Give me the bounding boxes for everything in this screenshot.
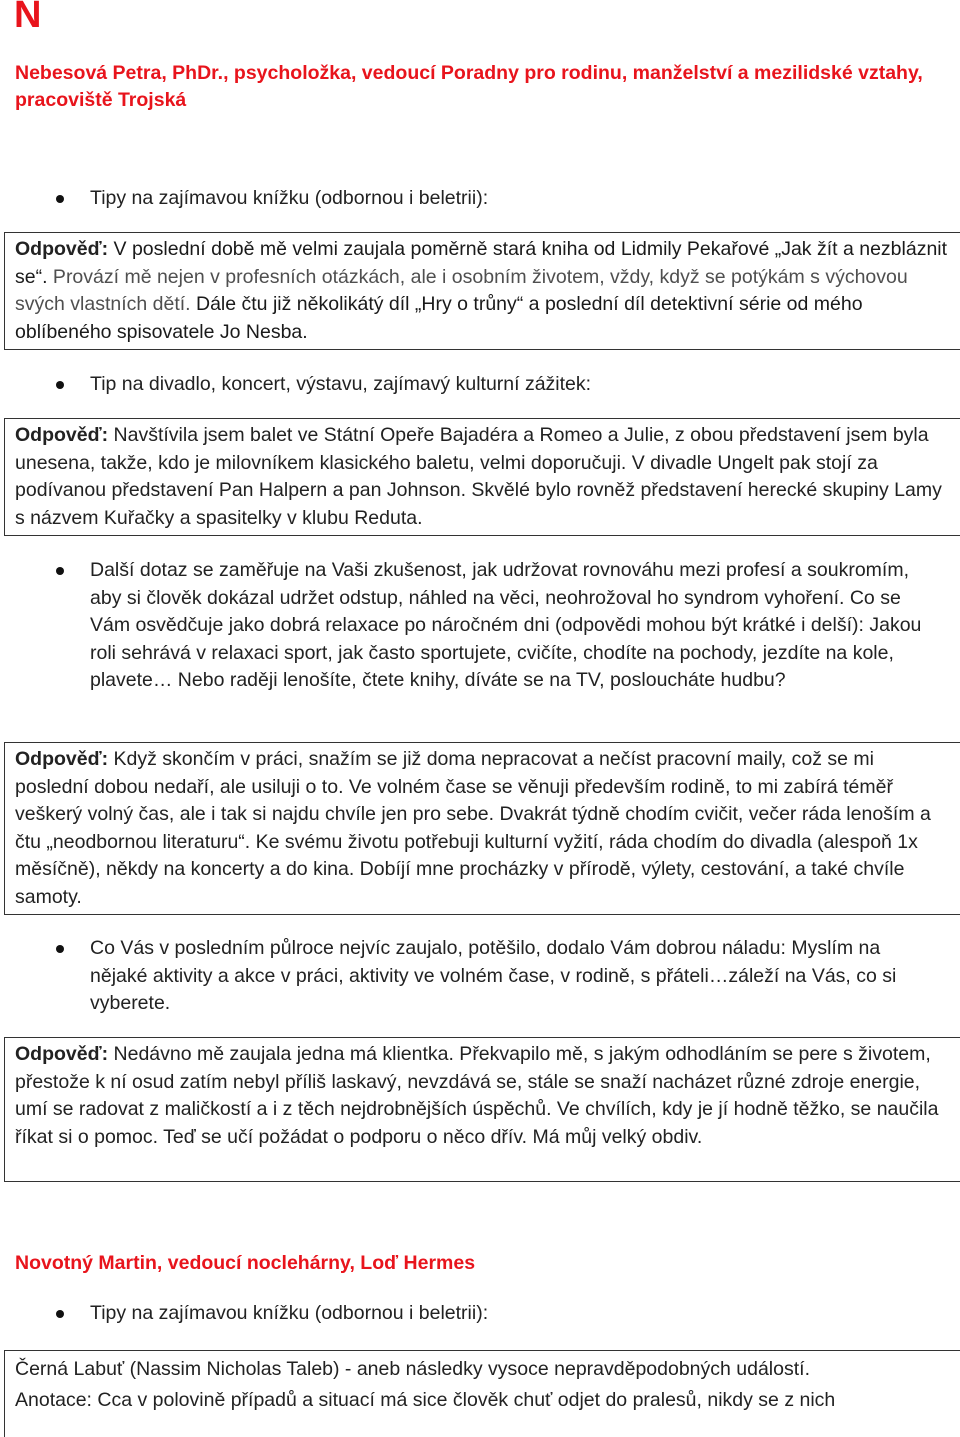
question-recent-highlight	[90, 935, 935, 1018]
answer-box-relaxation	[4, 742, 960, 915]
question-work-life-balance	[90, 557, 930, 695]
answer-box-books	[4, 232, 960, 350]
answer-label: Odpověď:	[15, 1043, 109, 1065]
bullet-icon	[56, 567, 64, 575]
answer-text: Když skončím v práci, snažím se již doma nepracovat a nečíst pracovní maily, což se mi poslední dobou nedaří, ale usiluji o to. Ve volném čase se věnuji především rodině, to mi zabírá téměř veškerý volný čas, ale i tak si najdu chvíle jen pro sebe. Dvakrát týdně chodím cvičit, večer ráda lenoším a čtu „neodbornou literaturu“. Ke svému životu potřebuji kulturní vyžití, ráda chodím do divadla (alespoň 1x měsíčně), někdy na koncerty a do kina. Dobíjí mne procházky v přírodě, výlety, cestování, a také chvíle samoty.	[15, 748, 931, 908]
bullet-icon	[56, 195, 64, 203]
question-book-tips	[90, 185, 940, 213]
answer-label: Odpověď:	[15, 748, 109, 770]
person-heading-nebesova: Nebesová Petra, PhDr., psycholožka, vedoucí Poradny pro rodinu, manželství a mezilidské vztahy, pracoviště Trojská	[15, 62, 923, 111]
answer-box-books-2	[4, 1350, 960, 1437]
answer-label: Odpověď:	[15, 238, 109, 260]
question-text: Co Vás v posledním půlroce nejvíc zaujalo, potěšilo, dodalo Vám dobrou náladu: Myslím na nějaké aktivity a akce v práci, aktivity ve volném čase, v rodině, s přáteli…záleží na Vás, co si vyberete.	[90, 937, 897, 1014]
answer-box-highlight	[4, 1037, 960, 1182]
answer-text: Černá Labuť (Nassim Nicholas Taleb) - aneb následky vysoce nepravděpodobných událostí.	[15, 1358, 810, 1380]
bullet-icon	[56, 945, 64, 953]
answer-text: Nedávno mě zaujala jedna má klientka. Překvapilo mě, s jakým odhodláním se pere s životem, přestože k ní osud zatím nebyl příliš laskavý, nevzdává se, stále se snaží nacházet různé zdroje energie, umí se radovat z maličkostí a i z těch nejdrobnějších úspěchů. Ve chvílích, kdy je jí hodně těžko, se naučila říkat si o pomoc. Teď se učí požádat o podporu o něco dřív. Má můj velký obdiv.	[15, 1043, 939, 1148]
question-text: Tipy na zajímavou knížku (odbornou i beletrii):	[90, 187, 489, 209]
answer-text: V poslední době mě velmi zaujala poměrně stará kniha od Lidmily Pekařové „Jak žít a nezbláznit se“.	[15, 238, 948, 288]
question-book-tips-2	[90, 1300, 940, 1328]
question-culture-tips	[90, 371, 940, 399]
question-text: Další dotaz se zaměřuje na Vaši zkušenost, jak udržovat rovnováhu mezi profesí a soukromím, aby si člověk dokázal udržet odstup, náhled na věci, neohrožoval ho syndrom vyhoření. Co se Vám osvědčuje jako dobrá relaxace po náročném dni (odpovědi mohou být krátké i delší): Jakou roli sehrává v relaxaci sport, jak často sportujete, cvičíte, chodíte na pochody, jezdíte na kole, plavete… Nebo raději lenošíte, čtete knihy, díváte se na TV, posloucháte hudbu?	[90, 559, 922, 691]
person-heading-novotny: Novotný Martin, vedoucí noclehárny, Loď Hermes	[15, 1252, 476, 1274]
bullet-icon	[56, 1310, 64, 1318]
question-text: Tipy na zajímavou knížku (odbornou i beletrii):	[90, 1302, 489, 1324]
answer-text: Navštívila jsem balet ve Státní Opeře Bajadéra a Romeo a Julie, z obou představení jsem byla unesena, takže, kdo je milovníkem klasického baletu, velmi doporučuji. V divadle Ungelt pak stojí za podívanou představení Pan Halpern a pan Johnson. Skvělé bylo rovněž představení herecké skupiny Lamy s názvem Kuřačky a spasitelky v klubu Reduta.	[15, 424, 942, 529]
answer-text: Dále čtu již několikátý díl „Hry o trůny“ a poslední díl detektivní série od mého oblíbeného spisovatele Jo Nesba.	[15, 293, 863, 343]
answer-box-culture	[4, 418, 960, 536]
bullet-icon	[56, 381, 64, 389]
answer-text: Provází mě nejen v profesních otázkách, ale i osobním životem, vždy, když se potýkám s výchovou svých vlastních dětí.	[15, 265, 908, 315]
section-letter: N	[14, 0, 42, 36]
answer-label: Odpověď:	[15, 424, 109, 446]
question-text: Tip na divadlo, koncert, výstavu, zajímavý kulturní zážitek:	[90, 373, 592, 395]
answer-text: Anotace: Cca v polovině případů a situací má sice člověk chuť odjet do pralesů, nikdy se z nich	[15, 1389, 836, 1411]
